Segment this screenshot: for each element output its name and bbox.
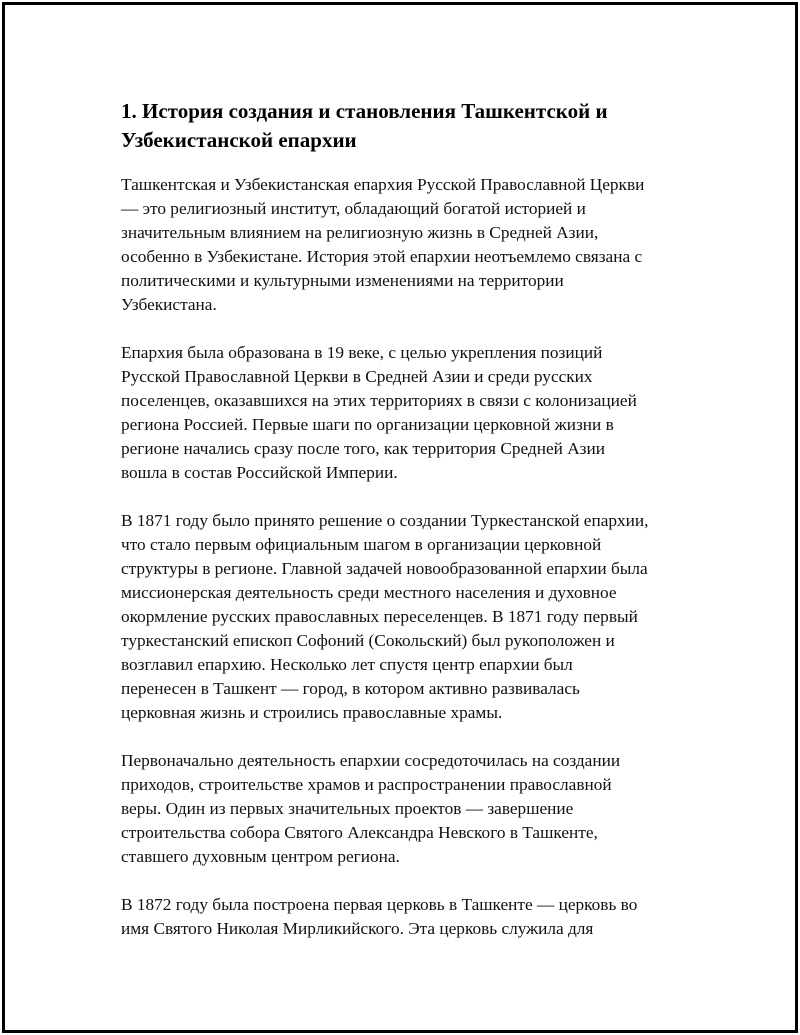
page-frame [2, 2, 798, 1033]
paragraph-4: Первоначально деятельность епархии сосредоточилась на создании приходов, строительстве храмов и распространении православной веры. Один из первых значительных проектов — завершение строительства собора Святого Александра Невского в Ташкенте, ставшего духовным центром региона. [121, 751, 621, 866]
paragraph-2: Епархия была образована в 19 веке, с целью укрепления позиций Русской Православной Церкви в Средней Азии и среди русских поселенцев, оказавшихся на этих территориях в связи с колонизацией региона Россией. Первые шаги по организации церковной жизни в регионе начались сразу после того, как территория Средней Азии вошла в состав Российской Империи. [121, 343, 637, 482]
paragraph-1: Ташкентская и Узбекистанская епархия Русской Православной Церкви — это религиозный институт, обладающий богатой историей и значительным влиянием на религиозную жизнь в Средней Азии, особенно в Узбекистане. История этой епархии неотъемлемо связана с политическими и культурными изменениями на территории Узбекистана. [121, 175, 645, 314]
document-body [121, 97, 701, 965]
section-heading: 1. История создания и становления Ташкентской и Узбекистанской епархии [121, 99, 608, 152]
paragraph-5: В 1872 году была построена первая церковь в Ташкенте — церковь во имя Святого Николая Мирликийского. Эта церковь служила для [121, 895, 638, 938]
paragraph-3: В 1871 году было принято решение о создании Туркестанской епархии, что стало первым официальным шагом в организации церковной структуры в регионе. Главной задачей новообразованной епархии была миссионерская деятельность среди местного населения и духовное окормление русских православных переселенцев. В 1871 году первый туркестанский епископ Софоний (Сокольский) был рукоположен и возглавил епархию. Несколько лет спустя центр епархии был перенесен в Ташкент — город, в котором активно развивалась церковная жизнь и строились православные храмы. [121, 511, 649, 722]
